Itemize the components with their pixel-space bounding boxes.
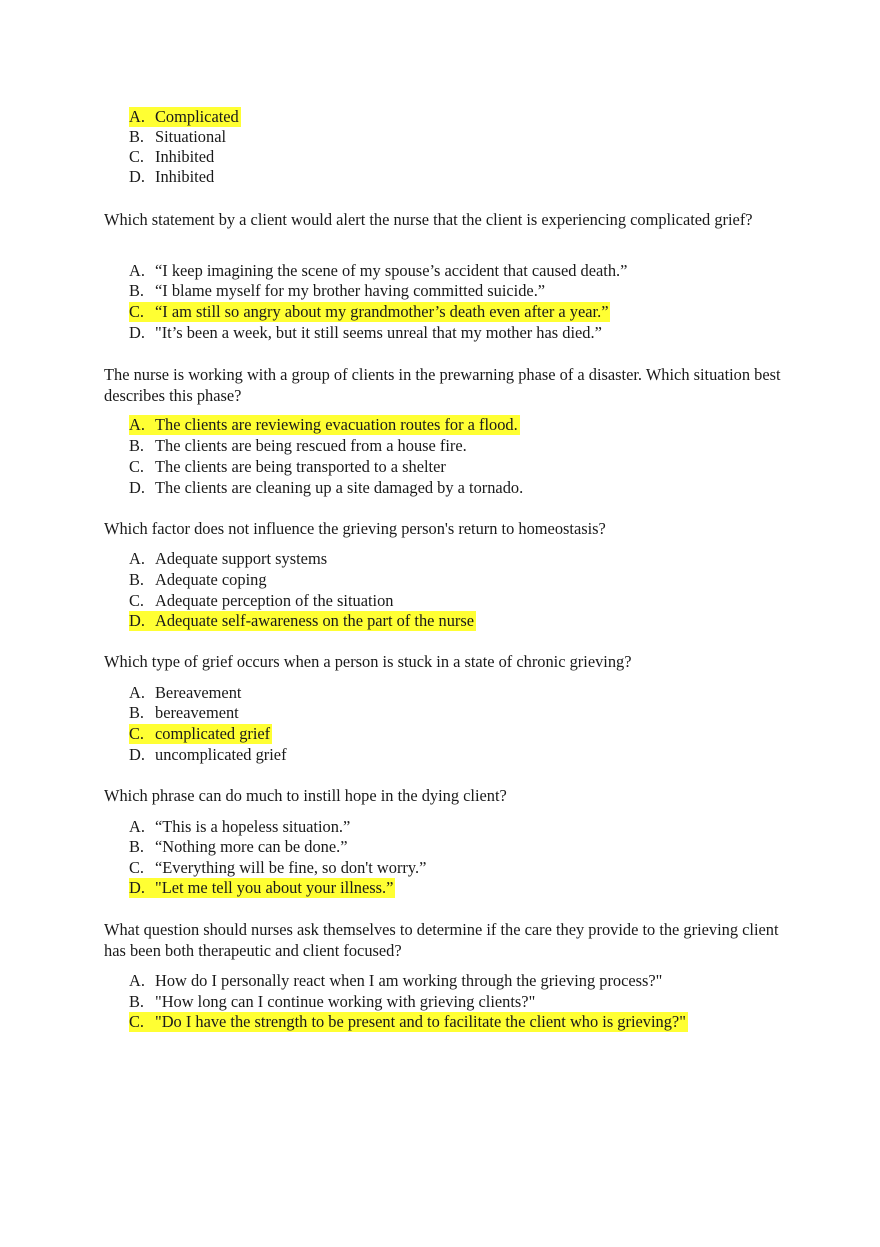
option-letter: C. (129, 457, 145, 476)
option-text: The clients are cleaning up a site damaged by a tornado. (155, 478, 524, 497)
option-c (129, 457, 446, 477)
option-letter: C. (129, 858, 145, 877)
option-letter: C. (129, 724, 145, 743)
continued-option-b (129, 127, 226, 147)
option-letter: B. (129, 837, 145, 856)
option-b (129, 837, 348, 857)
option-letter: A. (129, 683, 145, 702)
option-letter: D. (129, 611, 145, 630)
option-letter: B. (129, 570, 145, 589)
option-a (129, 261, 627, 281)
option-text: “I am still so angry about my grandmother’s death even after a year.” (155, 302, 609, 321)
option-letter: A. (129, 549, 145, 568)
option-text: "Do I have the strength to be present and to facilitate the client who is grieving?" (155, 1012, 686, 1031)
option-letter: D. (129, 323, 145, 342)
option-text: “This is a hopeless situation.” (155, 817, 351, 836)
option-b (129, 570, 267, 590)
option-letter: D. (129, 478, 145, 497)
option-letter: C. (129, 591, 145, 610)
option-d (129, 478, 523, 498)
option-a (129, 415, 520, 435)
option-text: Bereavement (155, 683, 242, 702)
option-text: complicated grief (155, 724, 271, 743)
option-text: uncomplicated grief (155, 745, 287, 764)
option-a (129, 817, 350, 837)
option-letter: D. (129, 167, 145, 186)
option-text: "It’s been a week, but it still seems unreal that my mother has died.” (155, 323, 602, 342)
option-a (129, 549, 327, 569)
option-d (129, 745, 287, 765)
option-letter: A. (129, 971, 145, 990)
option-b (129, 436, 467, 456)
option-text: Adequate support systems (155, 549, 328, 568)
question-stem: Which type of grief occurs when a person is stuck in a state of chronic grieving? (104, 652, 632, 671)
option-d (129, 878, 395, 898)
continued-option-d (129, 167, 214, 187)
option-b (129, 703, 239, 723)
continued-option-c (129, 147, 214, 167)
option-text: Situational (155, 127, 227, 146)
option-text: “Everything will be fine, so don't worry.” (155, 858, 427, 877)
option-d (129, 323, 602, 343)
option-text: Inhibited (155, 147, 215, 166)
option-letter: A. (129, 107, 145, 126)
option-text: Adequate self-awareness on the part of the nurse (155, 611, 475, 630)
option-text: How do I personally react when I am working through the grieving process?" (155, 971, 663, 990)
option-c (129, 302, 610, 322)
option-letter: B. (129, 992, 145, 1011)
question-stem: The nurse is working with a group of clients in the prewarning phase of a disaster. Which situation best describes this phase? (104, 365, 781, 405)
option-letter: C. (129, 302, 145, 321)
option-letter: B. (129, 127, 145, 146)
question-stem: Which factor does not influence the grieving person's return to homeostasis? (104, 519, 606, 538)
question-stem: Which phrase can do much to instill hope in the dying client? (104, 786, 507, 805)
continued-option-a (129, 107, 241, 127)
option-c (129, 724, 272, 744)
option-text: "How long can I continue working with grieving clients?" (155, 992, 536, 1011)
option-text: “I blame myself for my brother having committed suicide.” (155, 281, 546, 300)
option-text: Inhibited (155, 167, 215, 186)
question-stem: Which statement by a client would alert the nurse that the client is experiencing complicated grief? (104, 210, 753, 229)
option-letter: B. (129, 703, 145, 722)
option-letter: A. (129, 817, 145, 836)
option-c (129, 1012, 688, 1032)
option-text: bereavement (155, 703, 239, 722)
option-letter: B. (129, 281, 145, 300)
option-letter: D. (129, 745, 145, 764)
option-a (129, 683, 241, 703)
option-text: Complicated (155, 107, 239, 126)
option-letter: C. (129, 147, 145, 166)
option-text: The clients are reviewing evacuation routes for a flood. (155, 415, 518, 434)
option-d (129, 611, 476, 631)
option-text: The clients are being transported to a shelter (155, 457, 446, 476)
option-letter: A. (129, 415, 145, 434)
option-a (129, 971, 662, 991)
option-text: "Let me tell you about your illness.” (155, 878, 394, 897)
option-c (129, 858, 426, 878)
option-text: Adequate coping (155, 570, 267, 589)
option-text: “Nothing more can be done.” (155, 837, 348, 856)
option-b (129, 281, 545, 301)
option-letter: D. (129, 878, 145, 897)
option-text: Adequate perception of the situation (155, 591, 394, 610)
question-stem: What question should nurses ask themselves to determine if the care they provide to the grieving client has been both therapeutic and client focused? (104, 920, 779, 960)
option-letter: B. (129, 436, 145, 455)
option-c (129, 591, 394, 611)
option-letter: C. (129, 1012, 145, 1031)
option-letter: A. (129, 261, 145, 280)
option-b (129, 992, 535, 1012)
option-text: “I keep imagining the scene of my spouse’s accident that caused death.” (155, 261, 628, 280)
option-text: The clients are being rescued from a house fire. (155, 436, 467, 455)
